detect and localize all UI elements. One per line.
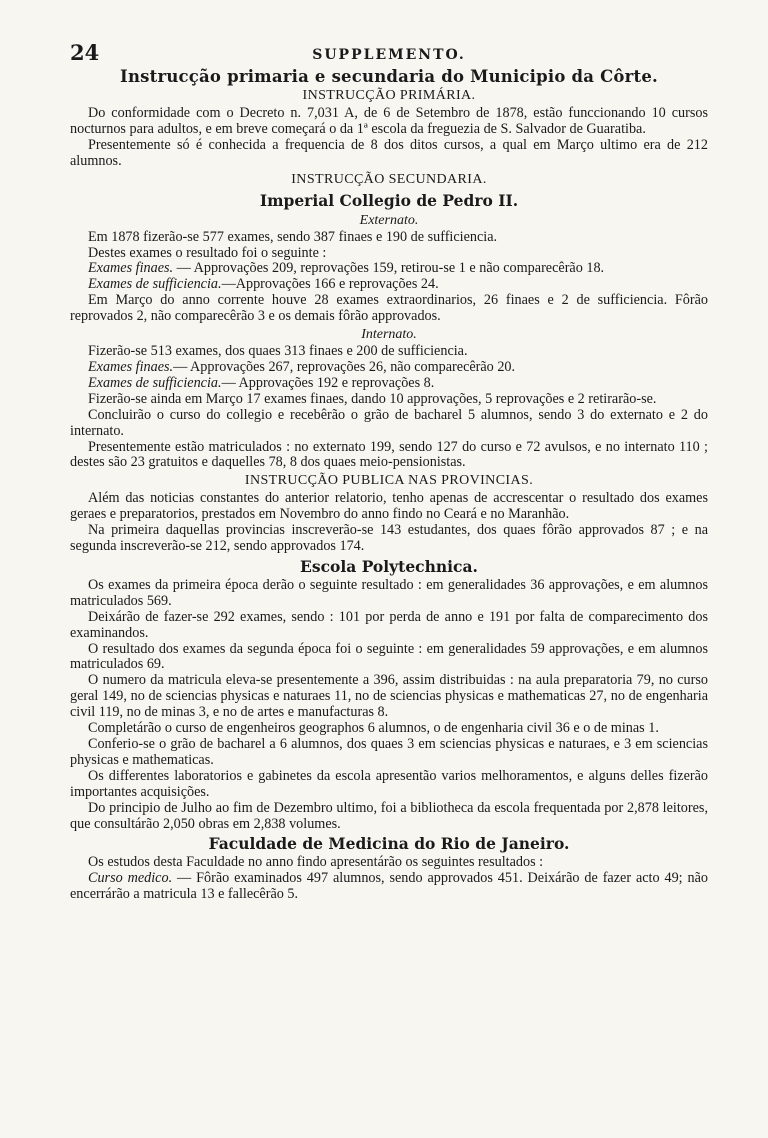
- exames-sufficiencia-label: Exames de sufficiencia.: [88, 276, 222, 293]
- externato-paragraph-4: [70, 277, 708, 293]
- page-header: [70, 40, 708, 67]
- externato-finaes-text: — Approvações 209, reprovações 159, retirou-se 1 e não comparecêrão 18.: [173, 260, 605, 277]
- polytechnica-paragraph-5: Completárão o curso de engenheiros geographos 6 alumnos, o de engenharia civil 36 e o de minas 1.: [88, 720, 659, 737]
- medicina-paragraph-1: Os estudos desta Faculdade no anno findo apresentárão os seguintes resultados :: [88, 854, 544, 871]
- medicina-paragraph-2: [70, 871, 708, 903]
- internato-heading: Internato.: [361, 327, 417, 343]
- exames-finaes-label: Exames finaes.: [88, 358, 174, 375]
- internato-paragraph-6: Presentemente estão matriculados : no externato 199, sendo 127 do curso e 72 avulsos, e no internato 110 ; destes são 23 gratuitos e daquelles 78, 8 dos quaes meio-pensionistas.: [70, 438, 708, 471]
- internato-paragraph-4: Fizerão-se ainda em Março 17 exames finaes, dando 10 approvações, 5 reprovações e 2 retirarão-se.: [88, 390, 657, 407]
- page-content: [70, 40, 708, 903]
- exames-sufficiencia-label: Exames de sufficiencia.: [88, 374, 222, 391]
- internato-paragraph-2: [70, 360, 708, 376]
- externato-paragraph-5: Em Março do anno corrente houve 28 exames extraordinarios, 26 finaes e 2 de sufficiencia. Fôrão reprovados 2, não comparecêrão 3 e os demais fôrão approvados.: [70, 292, 708, 325]
- internato-paragraph-1: Fizerão-se 513 exames, dos quaes 313 finaes e 200 de sufficiencia.: [88, 343, 468, 360]
- polytechnica-paragraph-3: O resultado dos exames da segunda época foi o seguinte : em generalidades 59 approvações, e em alumnos matriculados 69.: [70, 640, 708, 673]
- internato-finaes-text: — Approvações 267, reprovações 26, não comparecêrão 20.: [173, 358, 516, 375]
- primaria-paragraph-2: Presentemente só é conhecida a frequencia de 8 dos ditos cursos, a qual em Março ultimo era de 212 alumnos.: [70, 136, 708, 169]
- medicina-heading: Faculdade de Medicina do Rio de Janeiro.: [208, 834, 570, 854]
- college-heading: Imperial Collegio de Pedro II.: [259, 190, 519, 210]
- polytechnica-heading: Escola Polytechnica.: [300, 556, 478, 576]
- exames-finaes-label: Exames finaes.: [88, 260, 174, 277]
- externato-heading: Externato.: [359, 212, 419, 228]
- provincias-paragraph-2: Na primeira daquellas provincias inscreverão-se 143 estudantes, dos quaes fôrão approvados 87 ; e na segunda inscreverão-se 212, sendo approvados 174.: [70, 522, 708, 555]
- primaria-paragraph-1: Do conformidade com o Decreto n. 7,031 A, de 6 de Setembro de 1878, estão funccionando 10 cursos nocturnos para adultos, e em breve começará o da 1ª escola da freguezia de S. Salvador de Guaratiba.: [70, 105, 708, 137]
- main-title: Instrucção primaria e secundaria do Municipio da Côrte.: [120, 67, 658, 86]
- primaria-heading: INSTRUCÇÃO PRIMÁRIA.: [302, 88, 476, 103]
- externato-paragraph-3: [70, 261, 708, 277]
- internato-paragraph-5: Concluirão o curso do collegio e recebêrão o grão de bacharel 5 alumnos, sendo 3 do externato e 2 do internato.: [70, 406, 708, 439]
- provincias-paragraph-1: Além das noticias constantes do anterior relatorio, tenho apenas de accrescentar o resultado dos exames geraes e preparatorios, prestados em Novembro do anno findo no Ceará e no Maranhão.: [70, 490, 708, 523]
- externato-sufficiencia-text: —Approvações 166 e reprovações 24.: [221, 276, 439, 293]
- curso-medico-label: Curso medico.: [88, 870, 173, 887]
- provincias-heading: INSTRUCÇÃO PUBLICA NAS PROVINCIAS.: [244, 473, 534, 489]
- polytechnica-paragraph-2: Deixárão de fazer-se 292 exames, sendo : 101 por perda de anno e 191 por falta de comparecimento dos examinandos.: [70, 608, 708, 641]
- externato-paragraph-1: Em 1878 fizerão-se 577 exames, sendo 387 finaes e 190 de sufficiencia.: [88, 228, 498, 245]
- internato-paragraph-3: [70, 376, 708, 392]
- secundaria-heading: INSTRUCÇÃO SECUNDARIA.: [291, 171, 487, 187]
- curso-medico-text: — Fôrão examinados 497 alumnos, sendo approvados 451. Deixárão de fazer acto 49; não encerrárão a matricula 13 e fallecêrão 5.: [70, 870, 708, 903]
- running-title: SUPPLEMENTO.: [312, 47, 466, 63]
- polytechnica-paragraph-8: Do principio de Julho ao fim de Dezembro ultimo, foi a bibliotheca da escola frequentada por 2,878 leitores, que consultárão 2,050 obras em 2,838 volumes.: [70, 799, 708, 832]
- internato-sufficiencia-text: — Approvações 192 e reprovações 8.: [221, 374, 435, 391]
- polytechnica-paragraph-6: Conferio-se o grão de bacharel a 6 alumnos, dos quaes 3 em sciencias physicas e naturaes, e 3 em sciencias physicas e mathematicas.: [70, 736, 708, 768]
- polytechnica-paragraph-1: Os exames da primeira época derão o seguinte resultado : em generalidades 36 approvações, e em alumnos matriculados 569.: [70, 576, 708, 609]
- externato-paragraph-2: Destes exames o resultado foi o seguinte :: [88, 244, 327, 261]
- page-number: 24: [70, 40, 100, 65]
- polytechnica-paragraph-7: Os differentes laboratorios e gabinetes da escola apresentão varios melhoramentos, e alguns delles fizerão importantes acquisições.: [70, 767, 708, 800]
- polytechnica-paragraph-4: O numero da matricula eleva-se presentemente a 396, assim distribuidas : na aula preparatoria 79, no curso geral 149, no de sciencias physicas e naturaes 11, no de sciencias physicas e mathematicas 27, no de engenharia civil 119, no de minas 3, e no de artes e manufacturas 8.: [70, 672, 708, 721]
